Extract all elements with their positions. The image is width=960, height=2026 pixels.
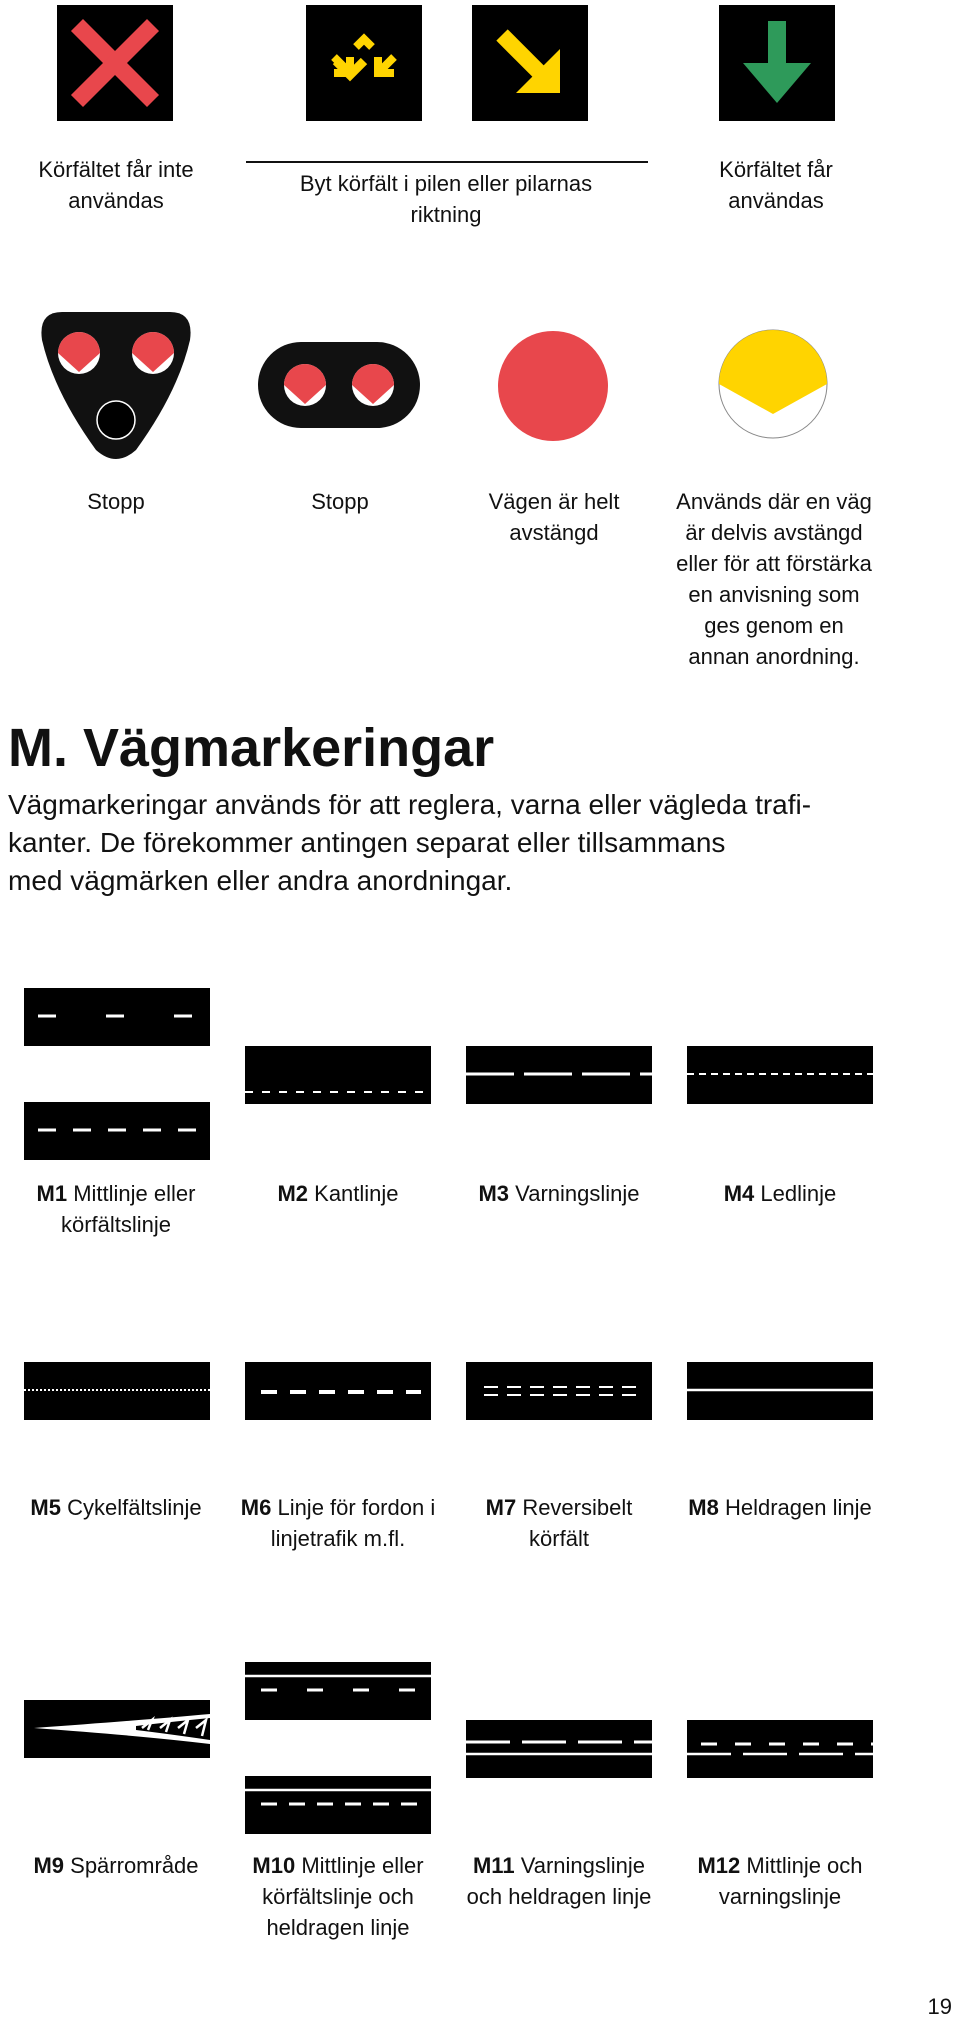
section-intro [8, 786, 948, 900]
m8-marking [687, 1362, 873, 1420]
m7-marking [466, 1362, 652, 1420]
intro-line: kanter. De förekommer antingen separat eller tillsammans [8, 827, 726, 858]
yellow-diagonal-arrows-signal [306, 5, 422, 121]
m2-name: Kantlinje [314, 1181, 399, 1206]
lane-signal-caption: Byt körfält i pilen eller pilarnas riktning [299, 171, 593, 227]
red-circle-signal [497, 330, 609, 442]
red-x-signal [57, 5, 173, 121]
m5-caption [16, 1492, 216, 1523]
m4-name: Ledlinje [760, 1181, 837, 1206]
m8-marking-graphic [687, 1362, 873, 1420]
triangle-stop-signal-icon [36, 310, 196, 462]
yellow-arrow-down-right-icon [472, 5, 588, 121]
m8-caption [680, 1492, 880, 1523]
m1-marking-upper [24, 988, 210, 1046]
divider-line [246, 161, 648, 163]
lane-signal-caption: Körfältet får inte användas [38, 157, 194, 213]
m10-marking-lower [245, 1776, 431, 1834]
double-stop-signal [258, 342, 420, 428]
m5-marking [24, 1362, 210, 1420]
m3-code: M3 [478, 1181, 510, 1206]
m1-marking-lower [24, 1102, 210, 1160]
m7-code: M7 [485, 1495, 517, 1520]
section-title: M. Vägmarkeringar [8, 718, 495, 778]
lane-signal-caption: Körfältet får användas [719, 157, 833, 213]
m9-caption [16, 1850, 216, 1881]
m11-caption [457, 1850, 661, 1912]
intro-line: med vägmärken eller andra anordningar. [8, 865, 513, 896]
m2-code: M2 [277, 1181, 309, 1206]
yellow-circle-signal [717, 328, 829, 440]
m1-code: M1 [36, 1181, 68, 1206]
m1-marking-upper-graphic [24, 988, 210, 1046]
triangle-stop-signal [36, 310, 196, 462]
m12-marking [687, 1720, 873, 1778]
m10-name: Mittlinje eller körfältslinje och heldragen linje [262, 1853, 424, 1940]
yellow-diagonal-arrows-icon [306, 5, 422, 121]
stop-signal-caption: Vägen är helt avstängd [488, 489, 620, 545]
m11-name: Varningslinje och heldragen linje [466, 1853, 652, 1909]
m12-name: Mittlinje och varningslinje [718, 1853, 863, 1909]
m6-code: M6 [240, 1495, 272, 1520]
m2-marking-graphic [245, 1046, 431, 1104]
m12-caption [678, 1850, 882, 1912]
green-arrow-down-icon [719, 5, 835, 121]
m3-marking-graphic [466, 1046, 652, 1104]
m11-code: M11 [472, 1853, 515, 1878]
m11-marking [466, 1720, 652, 1778]
m6-name: Linje för fordon i linjetrafik m.fl. [270, 1495, 436, 1551]
intro-line: Vägmarkeringar används för att reglera, varna eller vägleda trafi- [8, 789, 812, 820]
page-number: 19 [927, 1994, 952, 2019]
m12-code: M12 [697, 1853, 741, 1878]
m1-name: Mittlinje eller körfältslinje [60, 1181, 196, 1237]
stop-signal-caption: Stopp [311, 489, 369, 514]
m5-code: M5 [30, 1495, 61, 1520]
m3-marking [466, 1046, 652, 1104]
m4-marking [687, 1046, 873, 1104]
m4-code: M4 [723, 1181, 755, 1206]
m9-code: M9 [33, 1853, 65, 1878]
m3-name: Varningslinje [515, 1181, 640, 1206]
yellow-circle-signal-icon [717, 328, 829, 440]
m3-caption [459, 1178, 659, 1209]
m9-marking-graphic [24, 1700, 210, 1758]
m12-marking-graphic [687, 1720, 873, 1778]
m7-marking-graphic [466, 1362, 652, 1420]
m9-name: Spärrområde [70, 1853, 199, 1878]
m10-marking-upper-graphic [245, 1662, 431, 1720]
yellow-arrow-signal [472, 5, 588, 121]
double-stop-signal-icon [258, 342, 420, 428]
m5-marking-graphic [24, 1362, 210, 1420]
green-arrow-signal [719, 5, 835, 121]
m8-name: Heldragen linje [724, 1495, 872, 1520]
m1-marking-lower-graphic [24, 1102, 210, 1160]
m9-marking [24, 1700, 210, 1758]
stop-signal-caption: Används där en väg är delvis avstängd eller för att förstärka en anvisning som ges genom en annan anordning. [676, 489, 872, 669]
m4-caption [680, 1178, 880, 1209]
m4-marking-graphic [687, 1046, 873, 1104]
m7-name: Reversibelt körfält [522, 1495, 633, 1551]
red-x-icon [57, 5, 173, 121]
m11-marking-graphic [466, 1720, 652, 1778]
m10-marking-upper [245, 1662, 431, 1720]
m10-marking-lower-graphic [245, 1776, 431, 1834]
m7-caption [459, 1492, 659, 1554]
m10-caption [236, 1850, 440, 1943]
m2-marking [245, 1046, 431, 1104]
m1-caption [16, 1178, 216, 1240]
m6-marking [245, 1362, 431, 1420]
stop-signal-caption: Stopp [87, 489, 145, 514]
m6-caption [238, 1492, 438, 1554]
m2-caption [238, 1178, 438, 1209]
m8-code: M8 [688, 1495, 719, 1520]
red-circle-icon [497, 330, 609, 442]
m10-code: M10 [252, 1853, 296, 1878]
m5-name: Cykelfältslinje [67, 1495, 202, 1520]
m6-marking-graphic [245, 1362, 431, 1420]
